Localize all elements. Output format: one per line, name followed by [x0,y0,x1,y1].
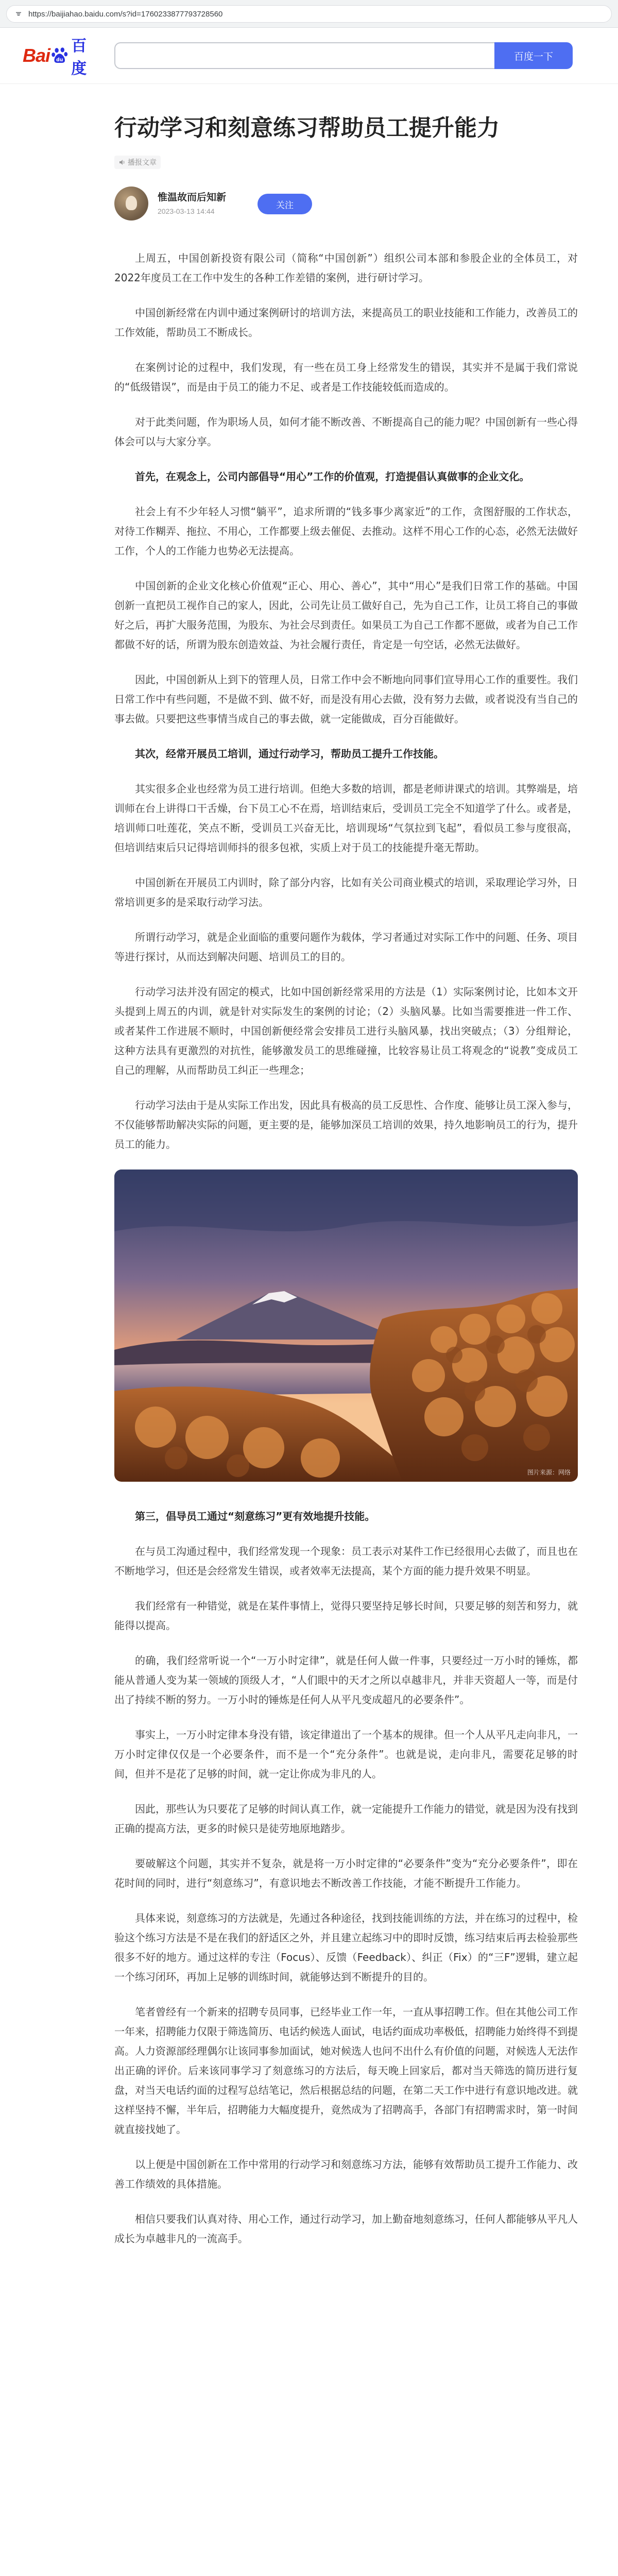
url-text[interactable]: https://baijiahao.baidu.com/s?id=1760233877793728560 [28,9,223,19]
tts-label: 播报文章 [128,159,157,167]
browser-toolbar [0,0,618,28]
follow-button[interactable]: 关注 [258,194,312,214]
article-paragraph: 行动学习法并没有固定的模式，比如中国创新经常采用的方法是（1）实际案例讨论，比如本文开头提到上周五的内训，就是针对实际发生的案例的讨论；（2）头脑风暴。比如当需要推进一件工作、或者某件工作进展不顺时，中国创新便经常会安排员工进行头脑风暴，找出突破点；（3）分组辩论，这种方法具有更激烈的对抗性，能够激发员工的思维碰撞，比较容易让员工将观念的“说教”变成员工自己的理解，从而帮助员工纠正一些理念； [114,986,578,1076]
author-avatar[interactable] [114,187,148,221]
section-heading: 其次，经常开展员工培训，通过行动学习，帮助员工提升工作技能。 [135,748,444,760]
search-box [114,42,495,69]
article-paragraph: 对于此类问题，作为职场人员，如何才能不断改善、不断提高自己的能力呢？中国创新有一些心得体会可以与大家分享。 [114,416,578,448]
article [114,83,578,2264]
article-paragraph: 在与员工沟通过程中，我们经常发现一个现象：员工表示对某件工作已经很用心去做了，而且也在不断地学习，但还是会经常发生错误，或者效率无法提高，某个方面的能力提升效果不明显。 [114,1545,578,1577]
logo-text: Bai [23,45,50,66]
logo-chinese: 百度 [71,37,87,78]
tts-button[interactable] [114,156,161,169]
article-paragraph: 因此，那些认为只要花了足够的时间认真工作，就一定能提升工作能力的错觉，就是因为没有找到正确的提高方法，更多的时候只是徒劳地原地踏步。 [114,1803,578,1835]
baidu-logo[interactable] [23,37,100,78]
article-paragraph: 社会上有不少年轻人习惯“躺平”，追求所谓的“钱多事少离家近”的工作，贪图舒服的工作状态，对待工作糊弄、拖拉、不用心，工作都要上级去催促、去推动。这样不用心工作的心态，必然无法做好工作，个人的工作能力也势必无法提高。 [114,505,578,557]
article-paragraph: 具体来说，刻意练习的方法就是，先通过各种途径，找到技能训练的方法，并在练习的过程中，检验这个练习方法是不是在我们的舒适区之外，并且建立起练习中的即时反馈，练习结束后再去检验那些很多不好的地方。通过这样的专注（Focus）、反馈（Feedback）、纠正（Fix）的“三F”逻辑，建立起一个练习闭环，再加上足够的训练时间，就能够达到不断提升的目的。 [114,1912,578,1983]
article-paragraph: 我们经常有一种错觉，就是在某件事情上，觉得只要坚持足够长时间，只要足够的刻苦和努力，就能得以提高。 [114,1600,578,1632]
section-heading: 首先，在观念上，公司内部倡导“用心”工作的价值观，打造提倡认真做事的企业文化。 [135,470,530,483]
publish-time: 2023-03-13 14:44 [158,207,215,215]
address-bar[interactable] [6,5,612,23]
mountain-landscape-image [114,1170,578,1482]
article-image[interactable] [114,1170,578,1482]
article-paragraph: 中国创新经常在内训中通过案例研讨的培训方法，来提高员工的职业技能和工作能力，改善员工的工作效能，帮助员工不断成长。 [114,307,578,338]
article-paragraph: 中国创新在开展员工内训时，除了部分内容，比如有关公司商业模式的培训，采取理论学习外，日常培训更多的是采取行动学习法。 [114,876,578,908]
article-paragraph: 的确，我们经常听说一个“一万小时定律”，就是任何人做一件事，只要经过一万小时的锤炼，都能从普通人变为某一领域的顶级人才，“人们眼中的天才之所以卓越非凡，并非天资超人一等，而是付出了持续不断的努力。一万小时的锤炼是任何人从平凡变成超凡的必要条件”。 [114,1654,578,1706]
article-paragraph: 上周五，中国创新投资有限公司（简称“中国创新”）组织公司本部和参股企业的全体员工，对2022年度员工在工作中发生的各种工作差错的案例，进行研讨学习。 [114,252,578,284]
article-paragraph: 中国创新的企业文化核心价值观“正心、用心、善心”，其中“用心”是我们日常工作的基础。中国创新一直把员工视作自己的家人，因此，公司先让员工做好自己，先为自己工作，让员工将自己的事做好之后，再扩大服务范围，为股东、为社会尽到责任。如果员工为自己工作都不愿做，或者为自己工作都做不好的话，所谓为股东创造效益、为社会履行责任，肯定是一句空话，必然无法做好。 [114,580,578,651]
article-paragraph: 行动学习法由于是从实际工作出发，因此具有极高的员工反思性、合作度、能够让员工深入参与，不仅能够帮助解决实际的问题，更主要的是，能够加深员工培训的效果，持久地影响员工的行为，提升员工的能力。 [114,1099,578,1150]
article-title: 行动学习和刻意练习帮助员工提升能力 [114,115,500,141]
author-name[interactable]: 惟温故而后知新 [158,192,227,203]
speaker-icon [118,159,126,166]
article-paragraphs-before [114,248,578,1154]
search-input[interactable] [115,43,495,68]
article-paragraph: 以上便是中国创新在工作中常用的行动学习和刻意练习方法，能够有效帮助员工提升工作能力、改善工作绩效的具体措施。 [114,2158,578,2190]
article-paragraph: 要破解这个问题，其实并不复杂，就是将一万小时定律的“必要条件”变为“充分必要条件”，即在花时间的同时，进行“刻意练习”，有意识地去不断改善工作技能，才能不断提升工作能力。 [114,1857,578,1889]
section-heading: 第三，倡导员工通过“刻意练习”更有效地提升技能。 [135,1510,375,1522]
image-caption: 图片来源：网络 [527,1469,571,1476]
author-row [114,187,578,221]
paw-icon [51,45,70,66]
article-paragraph: 因此，中国创新从上到下的管理人员，日常工作中会不断地向同事们宣导用心工作的重要性。我们日常工作中有些问题，不是做不到、做不好，而是没有用心去做，没有努力去做，或者说没有当自己的事去做。只要把这些事情当成自己的事去做，就一定能做成，百分百能做好。 [114,673,578,725]
svg-text:du: du [56,57,63,63]
article-paragraph: 笔者曾经有一个新来的招聘专员同事，已经毕业工作一年，一直从事招聘工作。但在其他公司工作一年来，招聘能力仅限于筛选简历、电话约候选人面试，电话约面成功率极低，招聘能力始终得不到提高。人力资源部经理偶尔让该同事参加面试，她对候选人也问不出什么有价值的问题，对候选人无法作出正确的评价。后来该同事学习了刻意练习的方法后，每天晚上回家后，都对当天筛选的简历进行复盘，对当天电话约面的过程写总结笔记，然后根据总结的问题，在第二天工作中进行有意识地改进。就这样坚持不懈，半年后，招聘能力大幅度提升，竟然成为了招聘高手，各部门有招聘需求时，第一时间就直接找她了。 [114,2006,578,2136]
article-paragraph: 相信只要我们认真对待、用心工作，通过行动学习，加上勤奋地刻意练习，任何人都能够从平凡人成长为卓越非凡的一流高手。 [114,2213,578,2245]
article-paragraph: 事实上，一万小时定律本身没有错，该定律道出了一个基本的规律。但一个人从平凡走向非凡，一万小时定律仅仅是一个必要条件，而不是一个“充分条件”。也就是说，走向非凡，需要花足够的时间，但并不是花了足够的时间，就一定让你成为非凡的人。 [114,1728,578,1780]
article-paragraph: 其实很多企业也经常为员工进行培训。但绝大多数的培训，都是老师讲课式的培训。其弊端是，培训师在台上讲得口干舌燥，台下员工心不在焉，培训结束后，受训员工完全不知道学了什么。或者是，培训师口吐莲花，笑点不断，受训员工兴奋无比，培训现场“气氛拉到飞起”，看似员工参与度很高，但培训结束后只记得培训师抖的很多包袱，实质上对于员工的技能提升毫无帮助。 [114,783,578,854]
article-body [114,248,578,2248]
site-info-icon[interactable] [15,10,22,18]
article-paragraphs-after [114,1506,578,2248]
site-header [0,28,618,83]
article-paragraph: 所谓行动学习，就是企业面临的重要问题作为载体，学习者通过对实际工作中的问题、任务、项目等进行探讨，从而达到解决问题、培训员工的目的。 [114,931,578,963]
article-paragraph: 在案例讨论的过程中，我们发现，有一些在员工身上经常发生的错误，其实并不是属于我们常说的“低级错误”，而是由于员工的能力不足、或者是工作技能较低而造成的。 [114,361,578,393]
search-button[interactable]: 百度一下 [494,42,573,69]
